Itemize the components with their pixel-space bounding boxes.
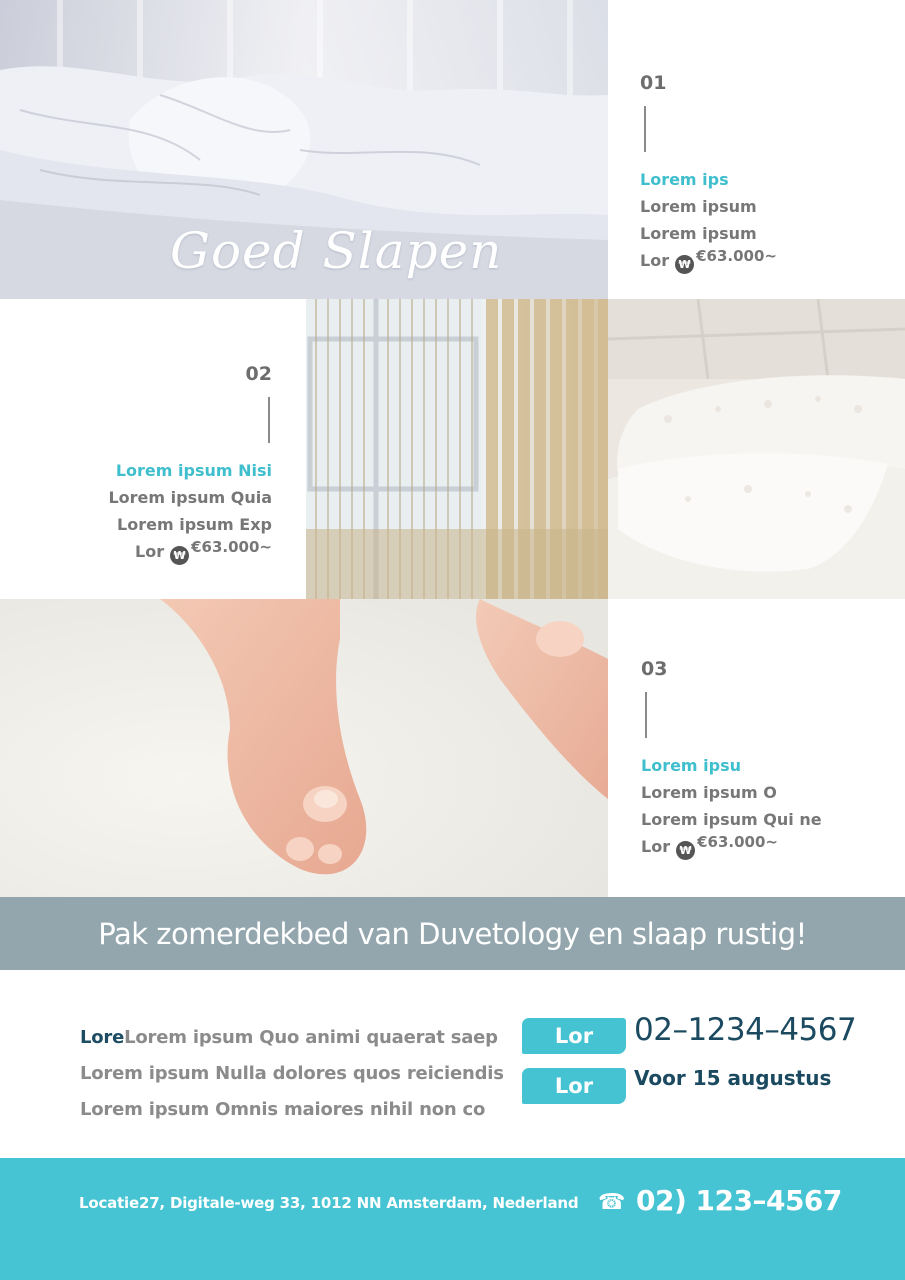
details-line: Lorem ipsum Nulla dolores quos reiciendis <box>80 1063 504 1084</box>
label-pill: Lor <box>522 1068 626 1104</box>
price: €63.000~ <box>696 247 777 265</box>
item-number: 02 <box>245 363 272 385</box>
item-highlight: Lorem ipsum Nisi <box>115 461 272 480</box>
footer-address: Locatie27, Digitale-weg 33, 1012 NN Amsterdam, Nederland <box>79 1194 579 1212</box>
price-label: Lor <box>135 542 165 561</box>
item-line: Lorem ipsum O <box>641 783 777 802</box>
telephone-icon: ☎ <box>598 1190 626 1215</box>
label-pill: Lor <box>522 1018 626 1054</box>
price-label: Lor <box>641 837 671 856</box>
window-blinds-photo <box>306 299 608 599</box>
hero-title: Goed Slapen <box>170 222 503 280</box>
divider <box>645 692 647 738</box>
banner-text: Pak zomerdekbed van Duvetology en slaap rustig! <box>98 916 807 951</box>
item-line: Lorem ipsum Quia <box>108 488 272 507</box>
price: €63.000~ <box>191 538 272 556</box>
price-label: Lor <box>640 251 670 270</box>
item-02 <box>80 363 272 565</box>
baby-feet-photo <box>0 599 608 897</box>
item-01 <box>640 72 880 274</box>
details-accent: Lore <box>80 1027 125 1048</box>
details-text <box>80 1020 510 1128</box>
headline-banner <box>0 897 905 970</box>
deadline-date: Voor 15 augustus <box>634 1066 832 1090</box>
item-03 <box>641 658 881 860</box>
price-row <box>640 247 880 274</box>
divider <box>644 106 646 152</box>
item-line: Lorem ipsum <box>640 224 757 243</box>
item-line: Lorem ipsum Exp <box>117 515 272 534</box>
item-highlight: Lorem ipsu <box>641 756 742 775</box>
footer-phone: 02) 123–4567 <box>636 1184 842 1217</box>
item-line: Lorem ipsum Qui ne <box>641 810 822 829</box>
won-icon: ₩ <box>676 841 695 860</box>
pillows-photo <box>608 299 905 599</box>
item-number: 03 <box>641 658 668 680</box>
divider <box>268 397 270 443</box>
footer <box>0 1158 905 1280</box>
phone-number: 02–1234–4567 <box>634 1012 857 1048</box>
details-line <box>80 1020 510 1056</box>
price-row <box>80 538 272 565</box>
won-icon: ₩ <box>675 255 694 274</box>
details-line: Lorem ipsum Omnis maiores nihil non co <box>80 1099 486 1120</box>
won-icon: ₩ <box>170 546 189 565</box>
item-highlight: Lorem ips <box>640 170 729 189</box>
details-line-text: Lorem ipsum Quo animi quaerat saep <box>124 1027 498 1048</box>
item-line: Lorem ipsum <box>640 197 757 216</box>
price-row <box>641 833 881 860</box>
item-number: 01 <box>640 72 667 94</box>
price: €63.000~ <box>697 833 778 851</box>
